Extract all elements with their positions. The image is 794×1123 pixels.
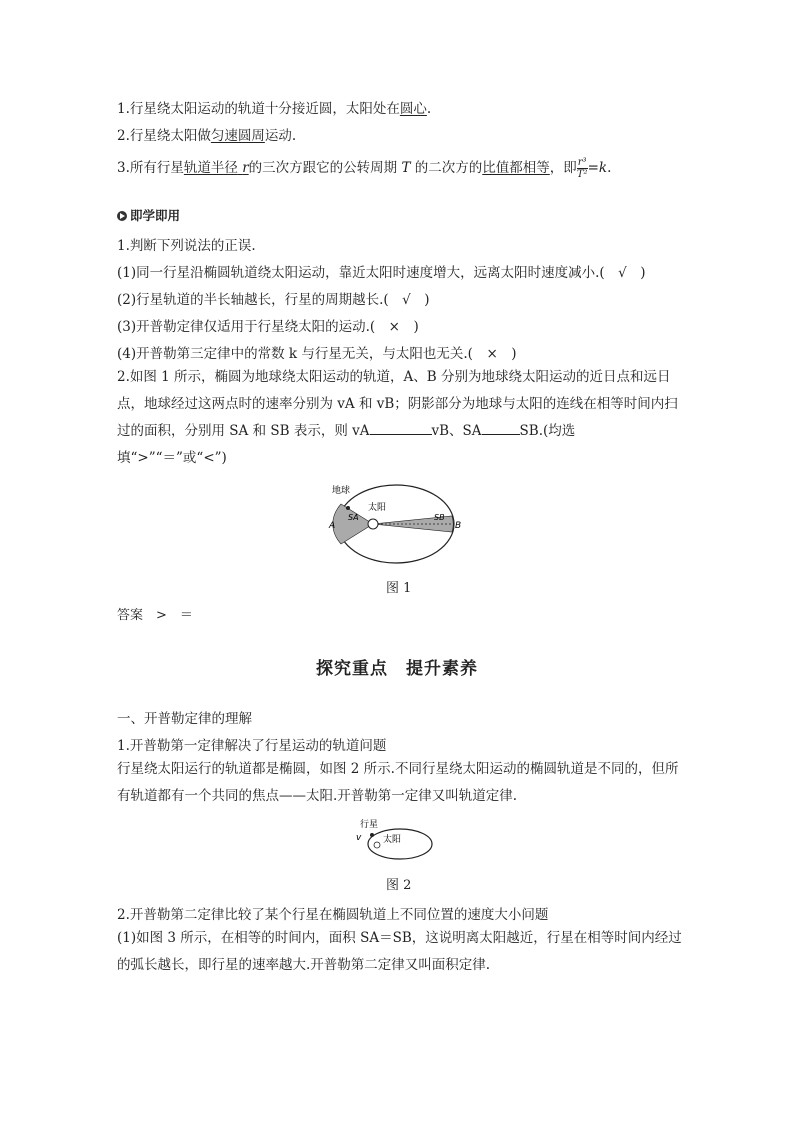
question-1-item-4: (4)开普勒第三定律中的常数 k 与行星无关，与太阳也无关.( × ) <box>117 346 517 362</box>
question-1-item-2: (2)行星轨道的半长轴越长，行星的周期越长.( √ ) <box>117 292 430 308</box>
question-1-item-3: (3)开普勒定律仅适用于行星绕太阳的运动.( × ) <box>117 319 419 335</box>
fraction-numerator: r³ <box>577 157 587 168</box>
question-2 <box>117 364 683 472</box>
statement-3-ie: ，即 <box>549 160 577 176</box>
label-b: B <box>455 521 462 531</box>
shaded-area-sa <box>333 504 373 544</box>
label-sa: SA <box>348 513 359 522</box>
section-subheading: 一、开普勒定律的理解 <box>117 711 252 727</box>
label-planet: 行星 <box>360 820 379 830</box>
statement-3-mid: 的三次方跟它的公转周期 <box>248 160 398 176</box>
earth-dot <box>346 506 350 510</box>
question-2-mid: vB、SA <box>431 423 482 439</box>
section-title: 探究重点 提升素养 <box>316 659 478 679</box>
var-T: T <box>401 160 411 176</box>
answer-uniform-circular: 匀速圆周 <box>210 128 265 144</box>
question-1-item-1: (1)同一行星沿椭圆轨道绕太阳运动，靠近太阳时速度增大，远离太阳时速度减小.( √ ) <box>117 265 646 281</box>
law-2-title: 2.开普勒第二定律比较了某个行星在椭圆轨道上不同位置的速度大小问题 <box>117 907 549 923</box>
planet-dot <box>370 833 374 837</box>
law-2-text: (1)如图 3 所示，在相等的时间内，面积 SA＝SB，这说明离太阳越近，行星在相等时间内经过的弧长越长，即行星的速率越大.开普勒第二定律又叫面积定律. <box>117 930 682 973</box>
answer-blank-1 <box>370 421 432 435</box>
statement-1 <box>117 97 431 117</box>
statement-2-end: 运动. <box>264 128 297 144</box>
label-a: A <box>329 521 336 531</box>
question-2-text: 2.如图 1 所示，椭圆为地球绕太阳运动的轨道，A、B 分别为地球绕太阳运动的近日点和远日点，地球经过这两点时的速率分别为 vA 和 vB；阴影部分为地球与太阳的连线在相等时间内扫过的面积，分别用 SA 和 SB 表示，则 vA <box>117 369 678 439</box>
statement-3-text: 3.所有行星 <box>117 160 184 176</box>
figure-2-orbit <box>352 816 438 862</box>
statement-3 <box>117 156 611 180</box>
law-1-title: 1.开普勒第一定律解决了行星运动的轨道问题 <box>117 738 387 754</box>
answer-orbit-radius <box>184 160 249 176</box>
question-1-title: 1.判断下列说法的正误. <box>117 238 256 254</box>
statement-3-mid2: 的二次方的 <box>414 160 483 176</box>
statement-2-text: 2.行星绕太阳做 <box>117 128 211 144</box>
period: . <box>426 101 432 117</box>
var-r: r <box>242 160 249 176</box>
label-sun-2: 太阳 <box>383 835 402 845</box>
figure-1-caption: 图 1 <box>386 581 412 596</box>
practice-heading-text: 即学即用 <box>130 208 181 223</box>
answer-circle-center: 圆心 <box>399 101 427 117</box>
label-sun: 太阳 <box>368 503 387 513</box>
var-k: k <box>598 160 608 176</box>
law-1-text: 行星绕太阳运行的轨道都是椭圆，如图 2 所示.不同行星绕太阳运动的椭圆轨道是不同的，但所有轨道都有一个共同的焦点——太阳.开普勒第一定律又叫轨道定律. <box>117 761 679 804</box>
figure-1-orbit <box>328 480 468 570</box>
statement-1-text: 1.行星绕太阳运动的轨道十分接近圆，太阳处在 <box>117 101 400 117</box>
equals-sign: = <box>587 160 599 176</box>
label-sb: SB <box>434 513 445 522</box>
practice-heading <box>117 206 180 224</box>
play-icon <box>117 211 127 221</box>
answer-blank-2 <box>482 421 520 435</box>
statement-3-end: . <box>607 160 612 176</box>
statement-2 <box>117 124 296 144</box>
label-earth: 地球 <box>332 486 351 496</box>
fraction-denominator: T² <box>576 169 588 180</box>
question-2-end: SB.(均选填“>”“＝”或“<”) <box>117 423 576 466</box>
answer-line: 答案 > ＝ <box>117 608 193 623</box>
orbit-radius-label: 轨道半径 <box>183 160 238 176</box>
figure-2-caption: 图 2 <box>386 878 412 893</box>
sun-circle <box>368 519 378 529</box>
sun-icon <box>374 842 380 848</box>
kepler-fraction <box>577 157 588 180</box>
answer-ratio-equal: 比值都相等 <box>482 160 550 176</box>
label-v: v <box>356 833 362 843</box>
